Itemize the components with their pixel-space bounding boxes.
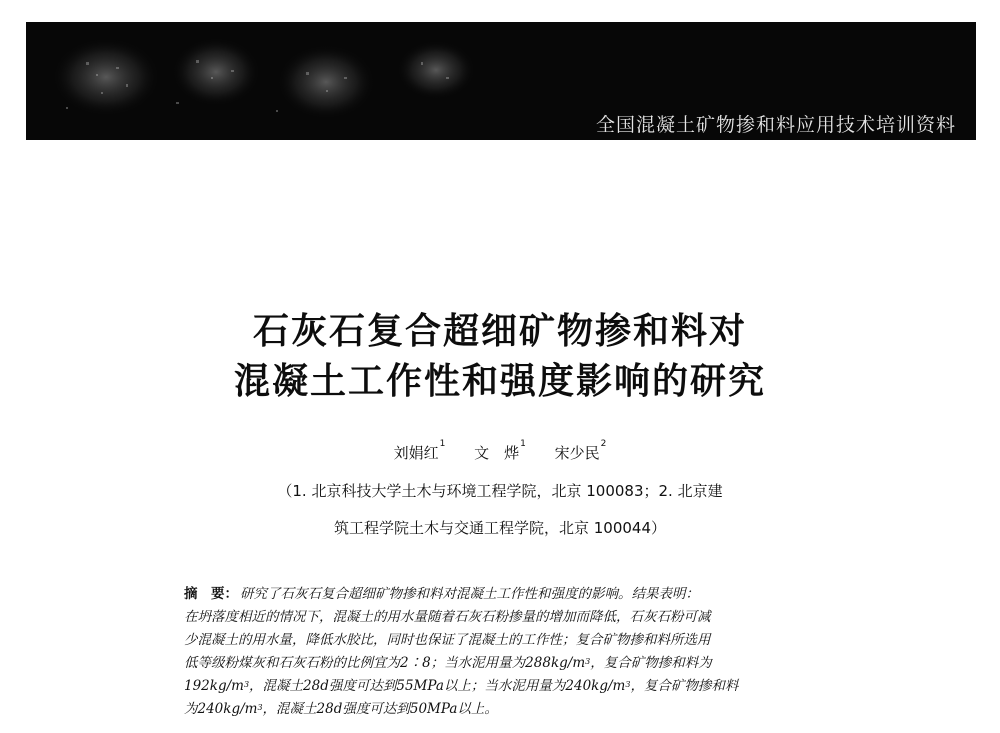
- author-2: 文 烨$^1$: [474, 439, 526, 462]
- abstract-line: 摘 要： 研究了石灰石复合超细矿物掺和料对混凝土工作性和强度的影响。结果表明：: [184, 586, 699, 602]
- abstract-line: 低等级粉煤灰和石灰石粉的比例宜为2∶8；当水泥用量为$288kg/m^3$，复合矿物掺和料为: [184, 655, 712, 671]
- abstract-line: 少混凝土的用水量，降低水胶比，同时也保证了混凝土的工作性；复合矿物掺和料所选用: [184, 632, 711, 648]
- abstract-line: $192kg/m^3$，混凝土28d强度可达到55MPa以上；当水泥用量为$240kg/m^3$，复合矿物掺和料: [184, 678, 739, 694]
- paper-title-line-1: 石灰石复合超细矿物掺和料对: [252, 311, 747, 352]
- author-list: [0, 439, 1000, 463]
- author-1: 刘娟红$^1$: [393, 439, 446, 462]
- abstract-line: 为$240kg/m^3$，混凝土28d强度可达到50MPa以上。: [184, 701, 498, 717]
- abstract-label: 摘 要：: [184, 586, 238, 602]
- affiliation-line-1: （1. 北京科技大学土木与环境工程学院，北京 100083；2. 北京建: [277, 482, 723, 500]
- header-texture: [26, 22, 496, 140]
- abstract: [184, 583, 884, 721]
- affiliation-line-2: 筑工程学院土木与交通工程学院，北京 100044）: [333, 519, 667, 537]
- author-3: 宋少民$^2$: [554, 439, 607, 462]
- abstract-line: 在坍落度相近的情况下，混凝土的用水量随着石灰石粉掺量的增加而降低，石灰石粉可减: [184, 609, 711, 625]
- series-title: 全国混凝土矿物掺和料应用技术培训资料: [595, 114, 956, 136]
- paper-title-line-2: 混凝土工作性和强度影响的研究: [233, 361, 766, 402]
- header-band: [26, 22, 976, 140]
